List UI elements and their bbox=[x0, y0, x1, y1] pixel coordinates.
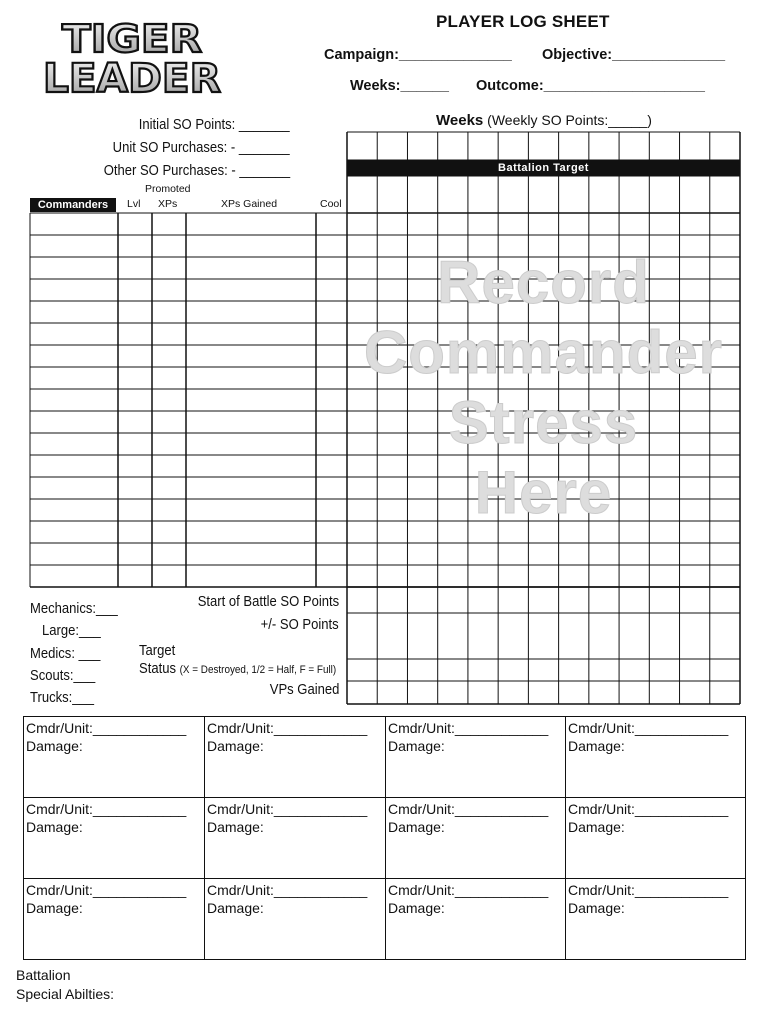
cmdr-unit-label: Cmdr/Unit: bbox=[207, 720, 274, 736]
weeks-label: Weeks: bbox=[350, 78, 401, 94]
other-so-blank: _______ bbox=[239, 163, 290, 179]
damage-label: Damage: bbox=[568, 900, 625, 916]
lvl-header: Lvl bbox=[127, 198, 141, 210]
cmdr-unit-field bbox=[26, 719, 204, 737]
damage-card[interactable] bbox=[565, 716, 746, 798]
damage-label: Damage: bbox=[207, 900, 264, 916]
page-title: PLAYER LOG SHEET bbox=[436, 12, 610, 31]
damage-label: Damage: bbox=[26, 900, 83, 916]
initial-so-label: Initial SO Points: bbox=[139, 117, 236, 133]
cmdr-unit-label: Cmdr/Unit: bbox=[568, 720, 635, 736]
watermark-line-4: Here bbox=[474, 459, 613, 526]
damage-card[interactable] bbox=[204, 878, 386, 960]
cmdr-unit-field bbox=[568, 719, 745, 737]
cool-header: Cool bbox=[320, 198, 342, 210]
campaign-blank: ______________ bbox=[398, 47, 512, 63]
cmdr-unit-label: Cmdr/Unit: bbox=[568, 882, 635, 898]
cmdr-unit-field bbox=[26, 800, 204, 818]
cmdr-unit-blank: ____________ bbox=[634, 801, 729, 817]
other-so-label: Other SO Purchases: - bbox=[103, 163, 236, 179]
cmdr-unit-label: Cmdr/Unit: bbox=[388, 720, 455, 736]
cmdr-unit-field bbox=[568, 800, 745, 818]
damage-card[interactable] bbox=[204, 716, 386, 798]
cmdr-unit-field bbox=[388, 881, 565, 899]
damage-card[interactable] bbox=[565, 878, 746, 960]
xps-header: XPs bbox=[158, 198, 178, 210]
status-label: Status bbox=[139, 661, 176, 677]
unit-so-blank: _______ bbox=[239, 140, 290, 156]
footer-line-2: Special Abilties: bbox=[16, 986, 115, 1002]
damage-label: Damage: bbox=[388, 900, 445, 916]
cmdr-unit-blank: ____________ bbox=[634, 882, 729, 898]
damage-label: Damage: bbox=[26, 738, 83, 754]
logo-line2: LEADER bbox=[43, 56, 221, 96]
status-note: (X = Destroyed, 1/2 = Half, F = Full) bbox=[179, 664, 337, 676]
unit-so-label: Unit SO Purchases: - bbox=[112, 140, 236, 156]
damage-card[interactable] bbox=[23, 797, 205, 879]
cmdr-unit-field bbox=[207, 881, 385, 899]
watermark-line-2: Commander bbox=[363, 319, 724, 386]
battalion-target-bar: Battalion Target bbox=[347, 160, 740, 176]
start-so-label: Start of Battle SO Points bbox=[197, 594, 339, 610]
cmdr-unit-blank: ____________ bbox=[92, 720, 187, 736]
cmdr-unit-blank: ____________ bbox=[92, 882, 187, 898]
cmdr-unit-blank: ____________ bbox=[454, 720, 549, 736]
plus-minus-so-label: +/- SO Points bbox=[261, 617, 339, 633]
damage-label: Damage: bbox=[207, 738, 264, 754]
damage-card[interactable] bbox=[23, 716, 205, 798]
cmdr-unit-label: Cmdr/Unit: bbox=[26, 882, 93, 898]
cmdr-unit-label: Cmdr/Unit: bbox=[207, 882, 274, 898]
damage-label: Damage: bbox=[568, 819, 625, 835]
promoted-label: Promoted bbox=[145, 183, 191, 195]
weekly-so-points: (Weekly SO Points:_____) bbox=[487, 112, 652, 128]
cmdr-unit-blank: ____________ bbox=[273, 801, 368, 817]
objective-label: Objective: bbox=[542, 47, 613, 63]
damage-card[interactable] bbox=[385, 797, 566, 879]
cmdr-unit-label: Cmdr/Unit: bbox=[26, 801, 93, 817]
battalion-special-abilities[interactable] bbox=[16, 966, 114, 1004]
scouts-field[interactable]: Scouts:___ bbox=[30, 668, 96, 684]
cmdr-unit-blank: ____________ bbox=[92, 801, 187, 817]
cmdr-unit-blank: ____________ bbox=[634, 720, 729, 736]
cmdr-unit-label: Cmdr/Unit: bbox=[388, 882, 455, 898]
trucks-field[interactable]: Trucks:___ bbox=[30, 690, 95, 706]
weeks-blank: ______ bbox=[400, 78, 449, 94]
damage-card[interactable] bbox=[23, 878, 205, 960]
cmdr-unit-blank: ____________ bbox=[273, 720, 368, 736]
target-label: Target bbox=[139, 643, 176, 659]
damage-label: Damage: bbox=[388, 738, 445, 754]
cmdr-unit-blank: ____________ bbox=[273, 882, 368, 898]
stress-watermark bbox=[347, 248, 740, 528]
cmdr-unit-field bbox=[388, 719, 565, 737]
cmdr-unit-label: Cmdr/Unit: bbox=[26, 720, 93, 736]
cmdr-unit-label: Cmdr/Unit: bbox=[207, 801, 274, 817]
cmdr-unit-label: Cmdr/Unit: bbox=[568, 801, 635, 817]
damage-label: Damage: bbox=[568, 738, 625, 754]
damage-label: Damage: bbox=[26, 819, 83, 835]
cmdr-unit-field bbox=[26, 881, 204, 899]
mechanics-field[interactable]: Mechanics:___ bbox=[30, 601, 118, 617]
cmdr-unit-field bbox=[207, 719, 385, 737]
commanders-header: Commanders bbox=[30, 198, 116, 212]
damage-card[interactable] bbox=[385, 716, 566, 798]
cmdr-unit-label: Cmdr/Unit: bbox=[388, 801, 455, 817]
watermark-line-3: Stress bbox=[448, 389, 639, 456]
logo-line1: TIGER bbox=[62, 17, 202, 61]
initial-so-blank: _______ bbox=[239, 117, 290, 133]
cmdr-unit-blank: ____________ bbox=[454, 882, 549, 898]
cmdr-unit-field bbox=[207, 800, 385, 818]
cmdr-unit-blank: ____________ bbox=[454, 801, 549, 817]
damage-card[interactable] bbox=[565, 797, 746, 879]
vps-gained-label: VPs Gained bbox=[269, 682, 339, 698]
cmdr-unit-field bbox=[388, 800, 565, 818]
damage-card[interactable] bbox=[385, 878, 566, 960]
medics-field[interactable]: Medics: ___ bbox=[30, 646, 101, 662]
damage-card[interactable] bbox=[204, 797, 386, 879]
objective-blank: ______________ bbox=[612, 47, 726, 63]
damage-label: Damage: bbox=[388, 819, 445, 835]
damage-label: Damage: bbox=[207, 819, 264, 835]
cmdr-unit-field bbox=[568, 881, 745, 899]
outcome-blank: ____________________ bbox=[543, 78, 705, 94]
target-status-label bbox=[139, 661, 336, 677]
footer-line-1: Battalion bbox=[16, 967, 71, 983]
xps-gained-header: XPs Gained bbox=[221, 198, 278, 210]
large-field[interactable]: Large:___ bbox=[42, 623, 101, 639]
watermark-line-1: Record bbox=[437, 249, 650, 316]
outcome-label: Outcome: bbox=[476, 78, 544, 94]
weeks-title-bold: Weeks bbox=[436, 112, 484, 129]
campaign-label: Campaign: bbox=[324, 47, 399, 63]
